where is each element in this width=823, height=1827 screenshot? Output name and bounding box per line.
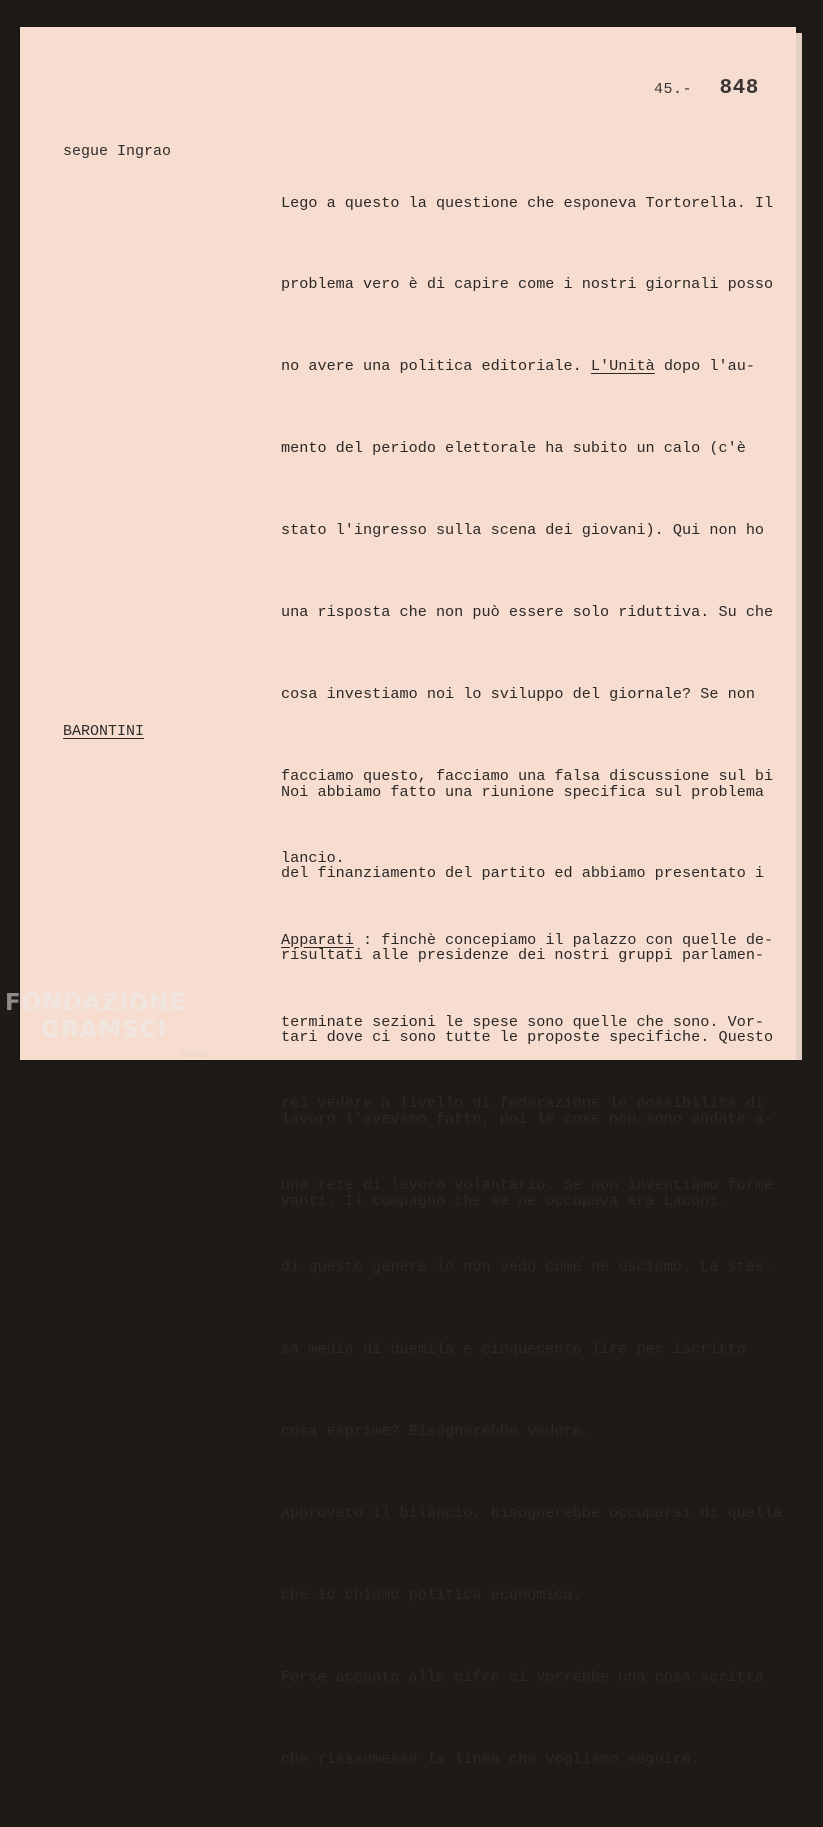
text-line: del finanziamento del partito ed abbiamo presentato i: [281, 864, 765, 883]
text-line: Lego a questo la questione che esponeva Tortorella. Il: [281, 193, 774, 212]
watermark-small: onlus: [181, 1050, 211, 1060]
watermark-line1: FONDAZIONE: [5, 990, 187, 1016]
text-line: no avere una politica editoriale. L'Unità dopo l'au-: [281, 357, 755, 376]
text-line: rei vedere a livello di federazione le possibilità di: [281, 1094, 765, 1113]
watermark-line2: GRAMSCI: [41, 1017, 168, 1043]
speech-barontini: [281, 724, 801, 1270]
document-page: [20, 27, 796, 1768]
text-line: una rete di lavoro volantario. Se non inventiamo forme: [281, 1176, 774, 1195]
text-line: vanti. Il compagno che se ne occupava era Laconi.: [281, 1192, 728, 1211]
text-line: sa media di duemila e cinquecento lire per iscritto: [281, 1340, 746, 1359]
text-line: cosa esprime? Bisognerebbe vedere.: [281, 1421, 591, 1440]
underlined-word: Apparati: [281, 930, 354, 949]
text-line: di questo genere io non vedo come ne usciamo. La stes-: [281, 1258, 774, 1277]
text-line: lancio.: [281, 848, 345, 867]
speaker-barontini: BARONTINI: [63, 723, 145, 740]
text-line: tari dove ci sono tutte le proposte specifiche. Questo: [281, 1028, 774, 1047]
text-line: Approvato il bilancio, bisognerebbe occuparsi di quella: [281, 1503, 783, 1522]
page-number: 848: [719, 77, 759, 100]
text-line: Noi abbiamo fatto una riunione specifica sul problema: [281, 782, 765, 801]
fondazione-gramsci-watermark: [5, 990, 211, 1060]
text-line: Forse accanto alle cifre ci vorrebbe una cosa scritta: [281, 1667, 765, 1686]
text-line: terminate sezioni le spese sono quelle che sono. Vor-: [281, 1012, 765, 1031]
text-line: lavoro l'avevamo fatto, poi le cose non sono andate a-: [281, 1110, 774, 1129]
speaker-ingrao: segue Ingrao: [63, 143, 172, 160]
text-line: che riassumesse la linea che vogliamo seguire.: [281, 1749, 701, 1768]
text-line: una risposta che non può essere solo riduttiva. Su che: [281, 603, 774, 622]
page-sequence: 45.-: [654, 81, 693, 98]
page-number-header: [654, 77, 759, 100]
text-line: problema vero è di capire come i nostri giornali posso: [281, 275, 774, 294]
text-line: facciamo questo, facciamo una falsa discussione sul bi: [281, 766, 774, 785]
text-line: mento del periodo elettorale ha subito un calo (c'è: [281, 439, 746, 458]
text-line: Apparati : finchè concepiamo il palazzo con quelle de-: [281, 930, 774, 949]
text-line: cosa investiamo noi lo sviluppo del giornale? Se non: [281, 684, 755, 703]
text-line: che io chiamo politica economica.: [281, 1585, 582, 1604]
text-line: stato l'ingresso sulla scena dei giovani). Qui non ho: [281, 521, 765, 540]
text-line: risultati alle presidenze dei nostri gruppi parlamen-: [281, 946, 765, 965]
underlined-word: L'Unità: [590, 357, 655, 376]
